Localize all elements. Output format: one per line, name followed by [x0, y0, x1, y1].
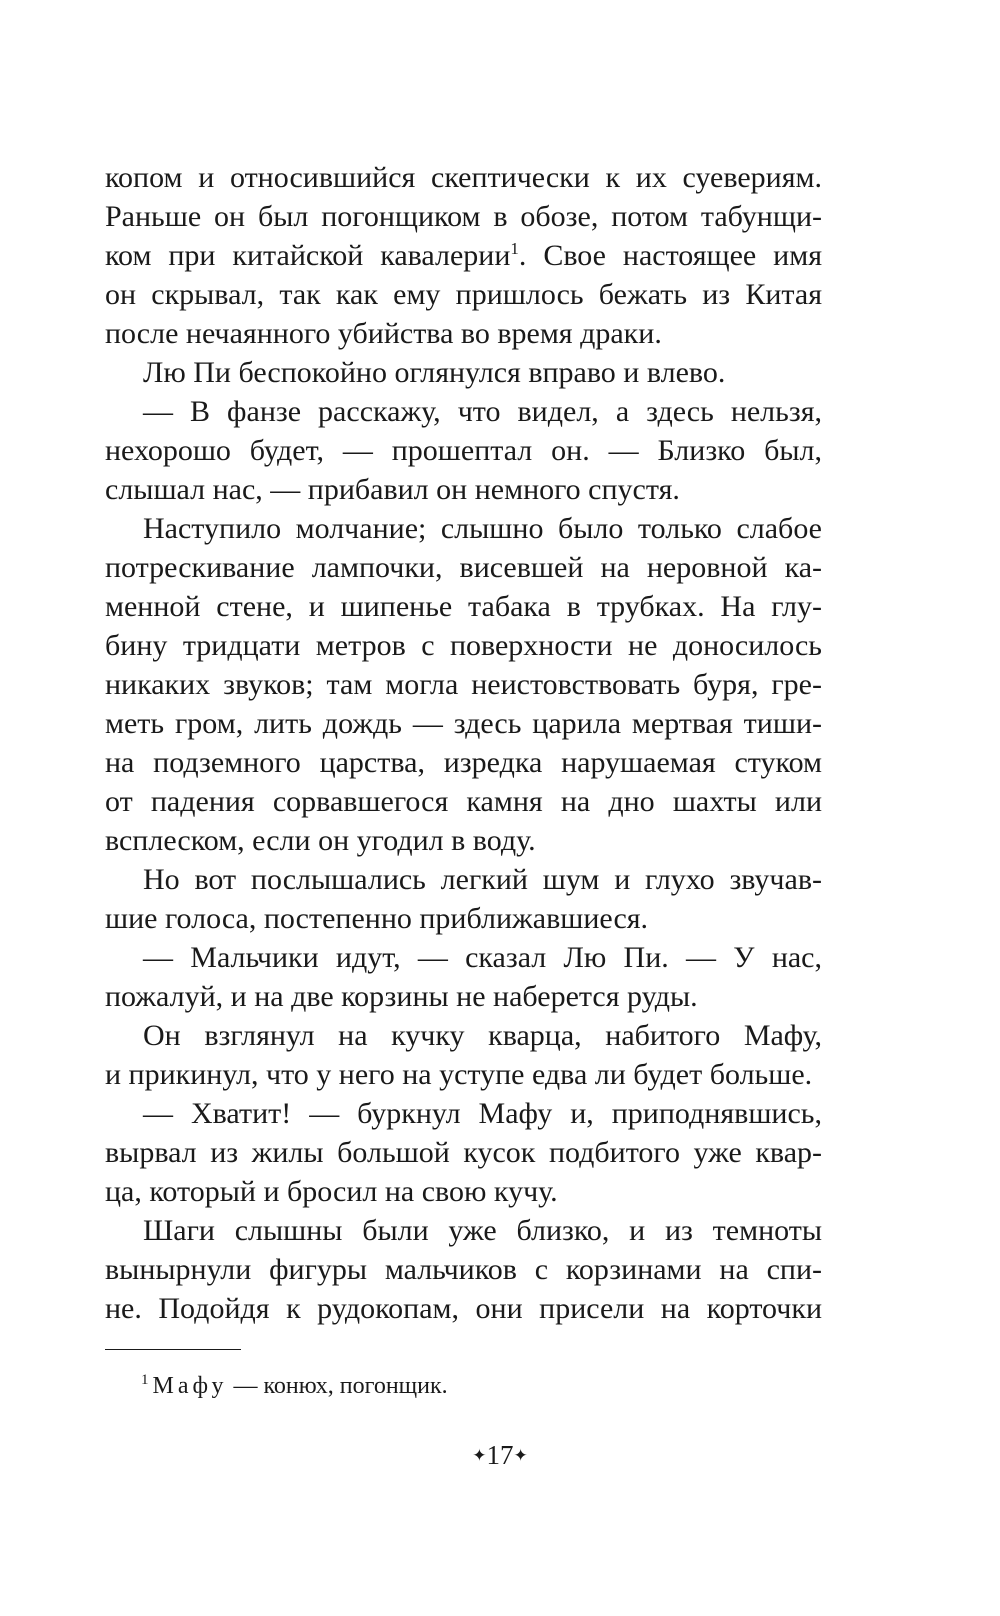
text-line: — В фанзе расскажу, что видел, а здесь нельзя, — [143, 395, 822, 428]
text-line: не. Подойдя к рудокопам, они присели на корточки — [105, 1292, 822, 1325]
text-line: меть гром, лить дождь — здесь царила мертвая тиши- — [105, 707, 822, 740]
body-text — [105, 158, 822, 1328]
footnote-definition: — конюх, погонщик. — [227, 1373, 448, 1399]
footnote-divider — [105, 1349, 241, 1350]
ornament-left-icon: ✦ — [472, 1446, 487, 1465]
text-line: Наступило молчание; слышно было только слабое — [143, 512, 822, 545]
text-line: менной стене, и шипенье табака в трубках. На глу- — [105, 590, 822, 623]
text-line: копом и относившийся скептически к их суевериям. — [105, 161, 822, 194]
text-line: — Мальчики идут, — сказал Лю Пи. — У нас, — [143, 941, 822, 974]
footnote-term: Мафу — [152, 1373, 228, 1399]
text-line: от падения сорвавшегося камня на дно шахты или — [105, 785, 822, 818]
page-number-value: 17 — [486, 1440, 514, 1470]
text-line: Раньше он был погонщиком в обозе, потом табунщи- — [105, 200, 822, 233]
text-line: нехорошо будет, — прошептал он. — Близко был, — [105, 434, 822, 467]
footnote — [141, 1371, 448, 1401]
text-line: пожалуй, и на две корзины не наберется руды. — [105, 980, 698, 1013]
text-line: Он взглянул на кучку кварца, набитого Мафу, — [143, 1019, 822, 1052]
text-line: и прикинул, что у него на уступе едва ли будет больше. — [105, 1058, 813, 1091]
text-line: потрескивание лампочки, висевшей на неровной ка- — [105, 551, 822, 584]
text-line: вырвал из жилы большой кусок подбитого уже квар- — [105, 1136, 822, 1169]
text-line: Но вот послышались легкий шум и глухо звучав- — [143, 863, 822, 896]
text-line: Шаги слышны были уже близко, и из темноты — [143, 1214, 822, 1247]
footnote-mark: 1 — [141, 1372, 149, 1388]
text-line: всплеском, если он угодил в воду. — [105, 824, 536, 857]
text-line: на подземного царства, изредка нарушаемая стуком — [105, 746, 822, 779]
text-line: бину тридцати метров с поверхности не доносилось — [105, 629, 822, 662]
text-line: Лю Пи беспокойно оглянулся вправо и влево. — [143, 356, 726, 389]
text-line: ком при китайской кавалерии$^1$. Свое настоящее имя — [105, 239, 822, 272]
text-line: — Хватит! — буркнул Мафу и, приподнявшись, — [143, 1097, 822, 1130]
text-line: никаких звуков; там могла неистовствовать буря, гре- — [105, 668, 822, 701]
text-line: после нечаянного убийства во время драки. — [105, 317, 662, 350]
ornament-right-icon: ✦ — [513, 1446, 528, 1465]
text-line: вынырнули фигуры мальчиков с корзинами на спи- — [105, 1253, 822, 1286]
page-number — [0, 1439, 1000, 1472]
text-line: ца, который и бросил на свою кучу. — [105, 1175, 558, 1208]
text-line: слышал нас, — прибавил он немного спустя. — [105, 473, 680, 506]
text-line: он скрывал, так как ему пришлось бежать из Китая — [105, 278, 822, 311]
text-line: шие голоса, постепенно приближавшиеся. — [105, 902, 649, 935]
footnote-reference[interactable]: 1 — [510, 239, 519, 258]
